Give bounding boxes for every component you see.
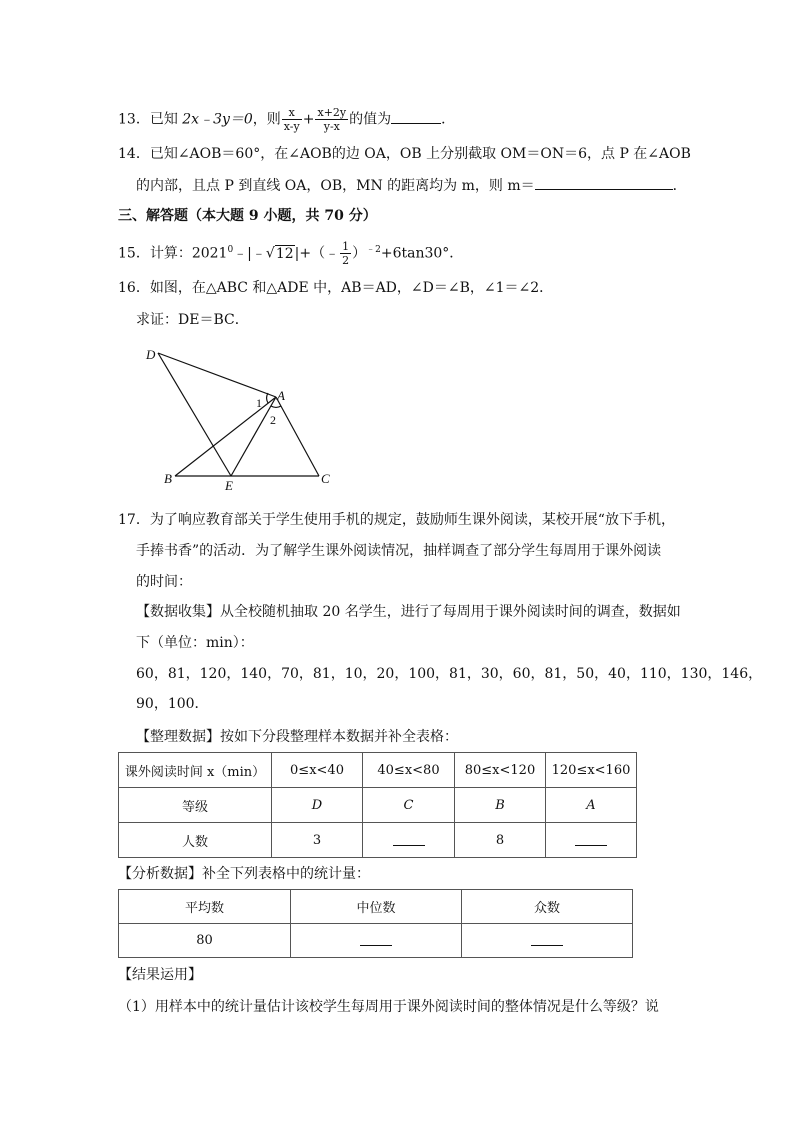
fraction-2: $\frac{x+2y}{y-x}$ bbox=[317, 106, 347, 133]
question-17-line3: 的时间： bbox=[136, 574, 192, 590]
question-15: 15．计算：$2021^0﹣|﹣√12|+(﹣$ $\frac{1}{2}$ ）$^{﹣2}$+6tan30°． bbox=[118, 240, 464, 268]
answer-blank[interactable] bbox=[531, 931, 563, 946]
frequency-table bbox=[118, 752, 637, 858]
answer-blank[interactable] bbox=[575, 831, 607, 846]
data-collection-2: 下（单位：min）： bbox=[136, 635, 254, 651]
table-row: 平均数 中位数 众数 bbox=[119, 890, 633, 924]
fraction-1: $\frac{x}{x-y}$ bbox=[283, 106, 300, 133]
geometry-figure bbox=[140, 340, 340, 495]
label-angle-1: 1 bbox=[256, 396, 262, 410]
segment-AC bbox=[276, 397, 319, 476]
question-14-line1: 14．已知∠AOB＝60°，在∠AOB的边 OA，OB 上分别截取 OM＝ON＝6，点 P 在∠AOB bbox=[118, 146, 691, 162]
sqrt-symbol: √ bbox=[265, 245, 275, 262]
answer-blank[interactable] bbox=[360, 931, 392, 946]
segment-DE bbox=[158, 353, 231, 476]
data-values-2: 90，100． bbox=[136, 696, 209, 712]
answer-blank[interactable] bbox=[391, 109, 441, 124]
answer-blank[interactable] bbox=[393, 831, 425, 846]
angle-2-arc bbox=[271, 406, 281, 407]
organize-heading: 【整理数据】按如下分段整理样本数据并补全表格： bbox=[136, 729, 458, 745]
label-E: E bbox=[225, 478, 233, 493]
question-17-line2: 手捧书香”的活动．为了解学生课外阅读情况，抽样调查了部分学生每周用于课外阅读 bbox=[136, 543, 662, 559]
label-C: C bbox=[321, 471, 330, 486]
apply-heading: 【结果运用】 bbox=[118, 967, 202, 983]
label-A: A bbox=[277, 388, 285, 403]
segment-DA bbox=[158, 353, 276, 397]
table-row: 等级 D C B A bbox=[119, 788, 637, 823]
fraction-half: $\frac{1}{2}$ bbox=[342, 240, 350, 268]
data-values-1: 60，81，120，140，70，81，10，20，100，81，30，60，81，50，40，110，130，146， bbox=[136, 666, 763, 682]
apply-question-1: （1）用样本中的统计量估计该校学生每周用于课外阅读时间的整体情况是什么等级？说 bbox=[118, 999, 659, 1015]
question-14-line2: 的内部，且点 P 到直线 OA，OB，MN 的距离均为 m，则 m＝ ． bbox=[136, 175, 687, 196]
data-collection-1: 【数据收集】从全校随机抽取 20 名学生，进行了每周用于课外阅读时间的调查，数据如 bbox=[136, 604, 681, 620]
angle-1-arc bbox=[267, 393, 268, 403]
question-13: 13．已知 2x﹣3y＝0，则 $\frac{x}{x-y}$ + $\frac{x+2y}{y-x}$ 的值为 ． bbox=[118, 106, 456, 133]
question-16-line1: 16．如图，在△ABC 和△ADE 中，AB＝AD，∠D＝∠B，∠1＝∠2． bbox=[118, 280, 554, 296]
question-17-line1: 17．为了响应教育部关于学生使用手机的规定，鼓励师生课外阅读，某校开展“放下手机， bbox=[118, 512, 675, 528]
statistics-table bbox=[118, 889, 633, 958]
label-angle-2: 2 bbox=[270, 413, 276, 427]
analyze-heading: 【分析数据】补全下列表格中的统计量： bbox=[118, 866, 370, 882]
section-heading: 三、解答题（本大题 9 小题，共 70 分） bbox=[118, 208, 377, 224]
label-B: B bbox=[164, 471, 172, 486]
segment-AE bbox=[231, 397, 276, 476]
label-D: D bbox=[146, 347, 156, 362]
table-row: 课外阅读时间 x（min） 0≤x<40 40≤x<80 80≤x<120 120≤x<160 bbox=[119, 753, 637, 788]
equation: 2x﹣3y＝0 bbox=[182, 111, 253, 128]
answer-blank[interactable] bbox=[535, 175, 673, 190]
table-row: 80 bbox=[119, 924, 633, 958]
question-16-line2: 求证：DE＝BC． bbox=[136, 312, 249, 328]
table-row: 人数 3 8 bbox=[119, 823, 637, 858]
